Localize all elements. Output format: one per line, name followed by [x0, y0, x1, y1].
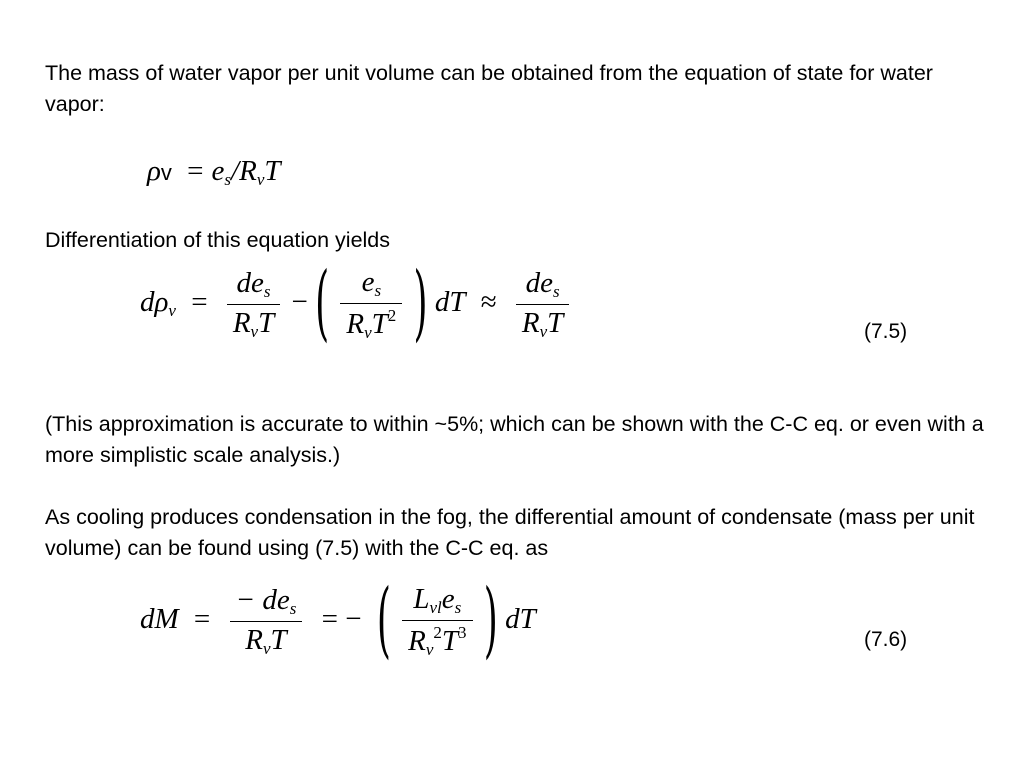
e-symbol: e [211, 155, 225, 187]
equals-sign: = [191, 286, 208, 319]
lhs-rho-sub: v [168, 301, 176, 321]
term2-den-r: R [346, 308, 365, 340]
t-symbol: T [264, 155, 281, 187]
equation-density [147, 155, 281, 190]
rho-subscript: v [160, 160, 172, 185]
dt-symbol: dT [505, 603, 536, 636]
fraction-term-2 [402, 583, 472, 660]
differentiation-paragraph: Differentiation of this equation yields [45, 228, 391, 252]
term2-num-l-sub: vl [429, 598, 442, 617]
dt-symbol: dT [434, 286, 466, 319]
term3-den-r: R [521, 307, 540, 339]
term1-den-sub: v [262, 639, 271, 658]
slash: / [231, 155, 240, 187]
term2-den-t: T [441, 625, 459, 657]
term2-den-sup: 2 [433, 623, 442, 642]
left-paren: ( [376, 573, 391, 668]
intro-paragraph: The mass of water vapor per unit volume can be obtained from the equation of state for water vapor: [45, 61, 933, 116]
term1-den-r: R [245, 624, 263, 656]
term3-den-sub: v [539, 322, 548, 341]
fraction-term-1 [230, 584, 303, 659]
right-paren: ) [413, 256, 428, 351]
term1-numerator-sub: s [263, 282, 271, 301]
term2-num-e-sub: s [454, 598, 462, 617]
r-symbol: R [239, 155, 257, 187]
fraction-term-2 [340, 266, 402, 343]
term2-num-l: L [413, 583, 430, 615]
term1-den-sub: v [250, 322, 259, 341]
lhs-dm: dM [140, 603, 179, 636]
term3-den-t: T [547, 307, 564, 339]
rho-symbol: ρ [147, 155, 161, 187]
term3-numerator: de [525, 267, 553, 299]
lhs-d: d [140, 286, 155, 319]
minus-sign: − [291, 286, 308, 319]
term2-num-e: e [441, 583, 455, 615]
term1-den-r: R [232, 307, 251, 339]
condensation-paragraph: As cooling produces condensation in the fog, the differential amount of condensate (mass per unit volume) can be found using (7.5) with the C-C eq. as [45, 505, 975, 560]
term1-numerator-sub: s [289, 599, 297, 618]
term2-den-t: T [371, 308, 388, 340]
term1-numerator: − de [235, 584, 290, 616]
term2-den-r: R [408, 625, 426, 657]
term1-numerator: de [236, 267, 264, 299]
left-paren: ( [315, 256, 330, 351]
term2-den-t-sup: 3 [458, 623, 467, 642]
term2-den-sub: v [364, 323, 372, 342]
term1-den-t: T [258, 307, 275, 339]
term3-numerator-sub: s [552, 282, 560, 301]
approx-sign: ≈ [480, 286, 497, 319]
equation-number-7-5: (7.5) [864, 320, 908, 343]
r-subscript: v [256, 170, 265, 189]
approximation-paragraph: (This approximation is accurate to within ~5%; which can be shown with the C-C eq. or even with a more simplistic scale analysis.) [45, 412, 984, 467]
right-paren: ) [483, 573, 498, 668]
fraction-term-3 [516, 267, 569, 342]
term2-numerator: e [361, 266, 375, 298]
term2-den-sup: 2 [387, 306, 397, 325]
term2-numerator-sub: s [374, 281, 382, 300]
lhs-rho: ρ [154, 286, 169, 319]
fraction-term-1 [227, 267, 280, 342]
equals-sign-1: = [193, 603, 211, 636]
equation-number-7-6: (7.6) [864, 628, 908, 651]
equals-minus-sign: = − [321, 603, 362, 636]
equation-7-5 [140, 256, 573, 351]
e-subscript: s [224, 170, 232, 189]
term2-den-sub: v [425, 640, 434, 659]
equals-sign: = [187, 155, 204, 187]
equation-7-6 [140, 573, 536, 668]
term1-den-t: T [270, 624, 287, 656]
